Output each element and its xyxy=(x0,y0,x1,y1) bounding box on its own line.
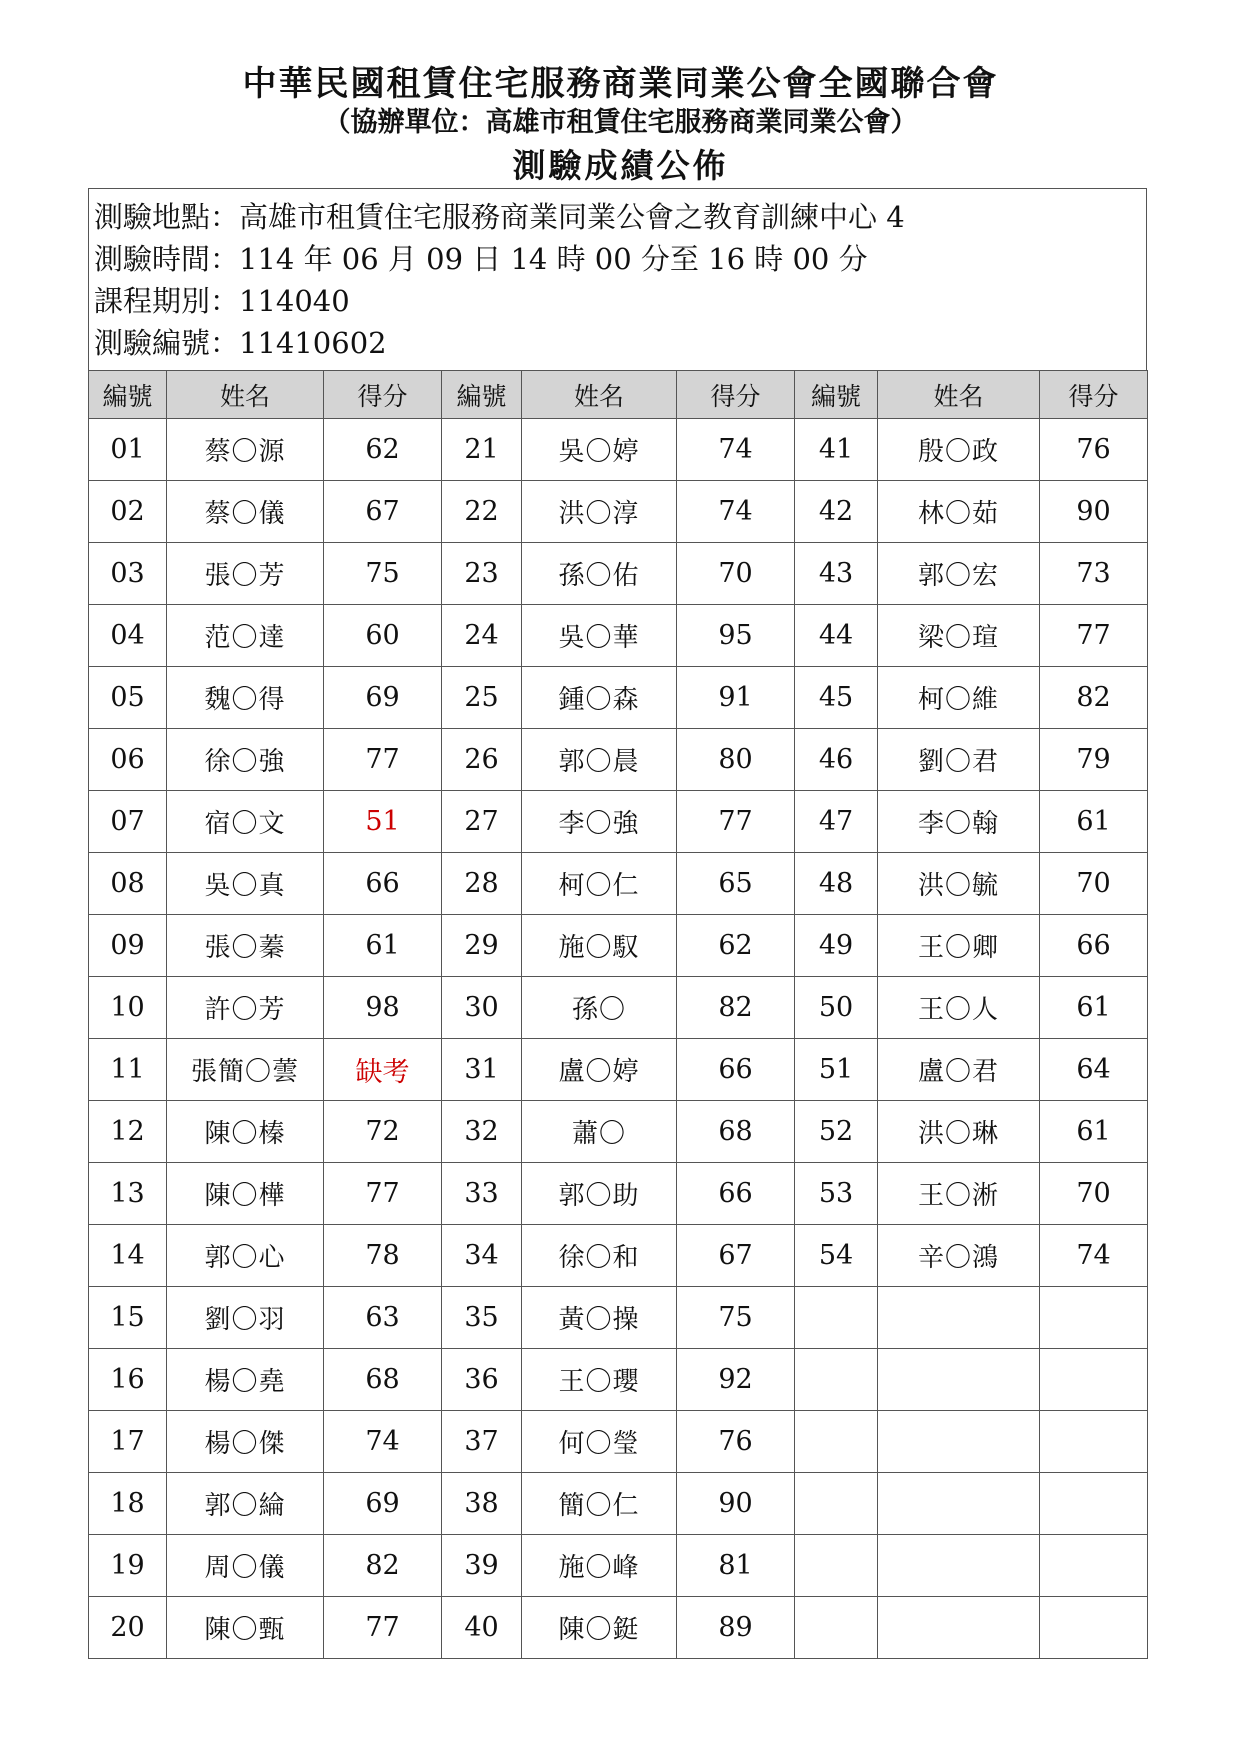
student-score: 67 xyxy=(324,481,442,543)
student-name: 王〇卿 xyxy=(878,915,1040,977)
student-number: 22 xyxy=(442,481,522,543)
header-name: 姓名 xyxy=(878,371,1040,419)
student-score: 95 xyxy=(677,605,795,667)
student-name: 吳〇華 xyxy=(522,605,677,667)
header-number: 編號 xyxy=(442,371,522,419)
student-name: 吳〇婷 xyxy=(522,419,677,481)
student-score: 77 xyxy=(324,1597,442,1659)
table-row xyxy=(89,1349,1148,1411)
table-row xyxy=(89,853,1148,915)
student-score xyxy=(1040,1535,1148,1597)
table-row xyxy=(89,1535,1148,1597)
student-score: 64 xyxy=(1040,1039,1148,1101)
student-name: 施〇峰 xyxy=(522,1535,677,1597)
student-number: 24 xyxy=(442,605,522,667)
student-number: 34 xyxy=(442,1225,522,1287)
student-score: 60 xyxy=(324,605,442,667)
header-name: 姓名 xyxy=(522,371,677,419)
student-score: 66 xyxy=(1040,915,1148,977)
student-name xyxy=(878,1411,1040,1473)
student-number: 47 xyxy=(795,791,878,853)
student-name: 李〇強 xyxy=(522,791,677,853)
student-score: 74 xyxy=(677,419,795,481)
student-number xyxy=(795,1287,878,1349)
student-number: 21 xyxy=(442,419,522,481)
student-number: 14 xyxy=(89,1225,167,1287)
student-number: 04 xyxy=(89,605,167,667)
student-score: 91 xyxy=(677,667,795,729)
table-row xyxy=(89,1473,1148,1535)
student-score: 82 xyxy=(1040,667,1148,729)
student-number xyxy=(795,1349,878,1411)
student-number: 51 xyxy=(795,1039,878,1101)
student-number: 16 xyxy=(89,1349,167,1411)
student-score: 77 xyxy=(324,1163,442,1225)
student-name: 黃〇操 xyxy=(522,1287,677,1349)
student-number xyxy=(795,1411,878,1473)
student-number: 12 xyxy=(89,1101,167,1163)
student-number: 42 xyxy=(795,481,878,543)
student-number: 37 xyxy=(442,1411,522,1473)
student-number: 29 xyxy=(442,915,522,977)
student-name: 洪〇毓 xyxy=(878,853,1040,915)
student-score: 61 xyxy=(1040,791,1148,853)
student-number: 08 xyxy=(89,853,167,915)
student-name: 孫〇佑 xyxy=(522,543,677,605)
student-score: 68 xyxy=(677,1101,795,1163)
student-number: 54 xyxy=(795,1225,878,1287)
student-name: 張〇芳 xyxy=(167,543,324,605)
student-number: 18 xyxy=(89,1473,167,1535)
student-score: 74 xyxy=(324,1411,442,1473)
student-score: 65 xyxy=(677,853,795,915)
student-name: 張〇蓁 xyxy=(167,915,324,977)
student-score: 缺考 xyxy=(324,1039,442,1101)
student-score xyxy=(1040,1473,1148,1535)
table-row xyxy=(89,481,1148,543)
student-score: 66 xyxy=(677,1039,795,1101)
student-score: 61 xyxy=(324,915,442,977)
student-number: 35 xyxy=(442,1287,522,1349)
student-name: 施〇馭 xyxy=(522,915,677,977)
student-number: 53 xyxy=(795,1163,878,1225)
student-score: 61 xyxy=(1040,1101,1148,1163)
student-score: 90 xyxy=(677,1473,795,1535)
table-header-row xyxy=(89,371,1148,419)
student-score: 62 xyxy=(677,915,795,977)
student-number: 13 xyxy=(89,1163,167,1225)
student-score: 63 xyxy=(324,1287,442,1349)
student-name: 蕭〇 xyxy=(522,1101,677,1163)
student-score: 81 xyxy=(677,1535,795,1597)
student-name: 簡〇仁 xyxy=(522,1473,677,1535)
student-number: 36 xyxy=(442,1349,522,1411)
student-name: 蔡〇儀 xyxy=(167,481,324,543)
exam-location: 測驗地點：高雄市租賃住宅服務商業同業公會之教育訓練中心 4 xyxy=(94,200,905,234)
table-row xyxy=(89,791,1148,853)
student-score: 67 xyxy=(677,1225,795,1287)
student-score: 72 xyxy=(324,1101,442,1163)
student-name: 孫〇 xyxy=(522,977,677,1039)
student-name: 王〇人 xyxy=(878,977,1040,1039)
table-row xyxy=(89,543,1148,605)
table-row xyxy=(89,1101,1148,1163)
student-number: 10 xyxy=(89,977,167,1039)
student-number: 06 xyxy=(89,729,167,791)
header-score: 得分 xyxy=(1040,371,1148,419)
student-score: 89 xyxy=(677,1597,795,1659)
student-score: 69 xyxy=(324,1473,442,1535)
student-score: 77 xyxy=(324,729,442,791)
student-score: 76 xyxy=(1040,419,1148,481)
student-name: 陳〇榛 xyxy=(167,1101,324,1163)
course-period: 課程期別：114040 xyxy=(94,284,350,318)
student-score: 80 xyxy=(677,729,795,791)
table-row xyxy=(89,1039,1148,1101)
student-number: 02 xyxy=(89,481,167,543)
student-name: 盧〇婷 xyxy=(522,1039,677,1101)
student-score: 73 xyxy=(1040,543,1148,605)
header-score: 得分 xyxy=(324,371,442,419)
student-score: 92 xyxy=(677,1349,795,1411)
student-number: 07 xyxy=(89,791,167,853)
student-score: 77 xyxy=(1040,605,1148,667)
student-score: 98 xyxy=(324,977,442,1039)
document-subtitle: 測驗成績公佈 xyxy=(512,146,729,185)
student-number: 11 xyxy=(89,1039,167,1101)
student-number: 17 xyxy=(89,1411,167,1473)
student-name: 洪〇淳 xyxy=(522,481,677,543)
student-score: 82 xyxy=(324,1535,442,1597)
student-name: 殷〇政 xyxy=(878,419,1040,481)
student-number xyxy=(795,1473,878,1535)
student-number: 03 xyxy=(89,543,167,605)
student-name: 張簡〇蕓 xyxy=(167,1039,324,1101)
table-row xyxy=(89,1597,1148,1659)
student-name: 楊〇堯 xyxy=(167,1349,324,1411)
student-number: 19 xyxy=(89,1535,167,1597)
student-name: 郭〇晨 xyxy=(522,729,677,791)
student-number xyxy=(795,1597,878,1659)
table-row xyxy=(89,1163,1148,1225)
student-score xyxy=(1040,1287,1148,1349)
student-name: 劉〇羽 xyxy=(167,1287,324,1349)
student-name: 王〇瓔 xyxy=(522,1349,677,1411)
student-number: 45 xyxy=(795,667,878,729)
student-number xyxy=(795,1535,878,1597)
student-score: 82 xyxy=(677,977,795,1039)
student-name: 魏〇得 xyxy=(167,667,324,729)
student-name: 徐〇強 xyxy=(167,729,324,791)
student-name: 吳〇真 xyxy=(167,853,324,915)
student-number: 39 xyxy=(442,1535,522,1597)
student-name: 郭〇心 xyxy=(167,1225,324,1287)
student-score: 78 xyxy=(324,1225,442,1287)
student-number: 15 xyxy=(89,1287,167,1349)
student-score xyxy=(1040,1349,1148,1411)
header-number: 編號 xyxy=(89,371,167,419)
student-name: 郭〇綸 xyxy=(167,1473,324,1535)
header-number: 編號 xyxy=(795,371,878,419)
header-score: 得分 xyxy=(677,371,795,419)
student-number: 25 xyxy=(442,667,522,729)
student-number: 26 xyxy=(442,729,522,791)
student-number: 32 xyxy=(442,1101,522,1163)
exam-time: 測驗時間：114 年 06 月 09 日 14 時 00 分至 16 時 00 分 xyxy=(94,242,868,276)
student-name: 王〇淅 xyxy=(878,1163,1040,1225)
student-name xyxy=(878,1597,1040,1659)
student-name: 洪〇琳 xyxy=(878,1101,1040,1163)
student-name: 蔡〇源 xyxy=(167,419,324,481)
student-number: 23 xyxy=(442,543,522,605)
student-number: 50 xyxy=(795,977,878,1039)
student-number: 44 xyxy=(795,605,878,667)
organizer-line: （協辦單位：高雄市租賃住宅服務商業同業公會） xyxy=(323,107,918,138)
student-name: 陳〇樺 xyxy=(167,1163,324,1225)
student-number: 41 xyxy=(795,419,878,481)
student-number: 46 xyxy=(795,729,878,791)
student-score: 76 xyxy=(677,1411,795,1473)
table-row xyxy=(89,1225,1148,1287)
student-score: 77 xyxy=(677,791,795,853)
student-score: 79 xyxy=(1040,729,1148,791)
student-name: 劉〇君 xyxy=(878,729,1040,791)
student-name: 林〇茹 xyxy=(878,481,1040,543)
table-row xyxy=(89,605,1148,667)
exam-number: 測驗編號：11410602 xyxy=(94,326,387,360)
student-number: 38 xyxy=(442,1473,522,1535)
student-name: 陳〇鋌 xyxy=(522,1597,677,1659)
table-row xyxy=(89,1287,1148,1349)
student-score: 66 xyxy=(677,1163,795,1225)
student-number: 48 xyxy=(795,853,878,915)
student-name: 范〇達 xyxy=(167,605,324,667)
student-number: 01 xyxy=(89,419,167,481)
student-name: 郭〇助 xyxy=(522,1163,677,1225)
student-number: 30 xyxy=(442,977,522,1039)
student-score: 74 xyxy=(1040,1225,1148,1287)
student-name: 楊〇傑 xyxy=(167,1411,324,1473)
student-score: 90 xyxy=(1040,481,1148,543)
table-row xyxy=(89,915,1148,977)
student-name: 辛〇鴻 xyxy=(878,1225,1040,1287)
student-number: 20 xyxy=(89,1597,167,1659)
student-name: 許〇芳 xyxy=(167,977,324,1039)
student-number: 09 xyxy=(89,915,167,977)
table-row xyxy=(89,667,1148,729)
table-row xyxy=(89,977,1148,1039)
student-name: 盧〇君 xyxy=(878,1039,1040,1101)
student-name xyxy=(878,1287,1040,1349)
student-number: 40 xyxy=(442,1597,522,1659)
student-score: 70 xyxy=(1040,1163,1148,1225)
student-score: 68 xyxy=(324,1349,442,1411)
student-score: 69 xyxy=(324,667,442,729)
student-score: 61 xyxy=(1040,977,1148,1039)
student-score xyxy=(1040,1411,1148,1473)
table-row xyxy=(89,419,1148,481)
document-title: 中華民國租賃住宅服務商業同業公會全國聯合會 xyxy=(242,64,999,104)
student-name xyxy=(878,1473,1040,1535)
student-name xyxy=(878,1535,1040,1597)
student-number: 27 xyxy=(442,791,522,853)
student-score: 74 xyxy=(677,481,795,543)
student-number: 05 xyxy=(89,667,167,729)
student-score xyxy=(1040,1597,1148,1659)
student-name: 梁〇瑄 xyxy=(878,605,1040,667)
student-name: 柯〇仁 xyxy=(522,853,677,915)
student-name: 徐〇和 xyxy=(522,1225,677,1287)
exam-info-box xyxy=(88,188,1147,371)
student-score: 75 xyxy=(677,1287,795,1349)
student-number: 43 xyxy=(795,543,878,605)
student-number: 33 xyxy=(442,1163,522,1225)
student-score: 70 xyxy=(1040,853,1148,915)
student-name: 李〇翰 xyxy=(878,791,1040,853)
student-name: 何〇瑩 xyxy=(522,1411,677,1473)
header-name: 姓名 xyxy=(167,371,324,419)
student-number: 31 xyxy=(442,1039,522,1101)
scores-table xyxy=(88,370,1148,1659)
student-score: 51 xyxy=(324,791,442,853)
student-number: 52 xyxy=(795,1101,878,1163)
table-row xyxy=(89,1411,1148,1473)
student-number: 49 xyxy=(795,915,878,977)
student-name: 宿〇文 xyxy=(167,791,324,853)
student-name: 陳〇甄 xyxy=(167,1597,324,1659)
student-name xyxy=(878,1349,1040,1411)
student-score: 66 xyxy=(324,853,442,915)
student-score: 70 xyxy=(677,543,795,605)
table-row xyxy=(89,729,1148,791)
student-name: 郭〇宏 xyxy=(878,543,1040,605)
student-name: 周〇儀 xyxy=(167,1535,324,1597)
student-score: 75 xyxy=(324,543,442,605)
student-name: 柯〇維 xyxy=(878,667,1040,729)
student-number: 28 xyxy=(442,853,522,915)
student-score: 62 xyxy=(324,419,442,481)
student-name: 鍾〇森 xyxy=(522,667,677,729)
